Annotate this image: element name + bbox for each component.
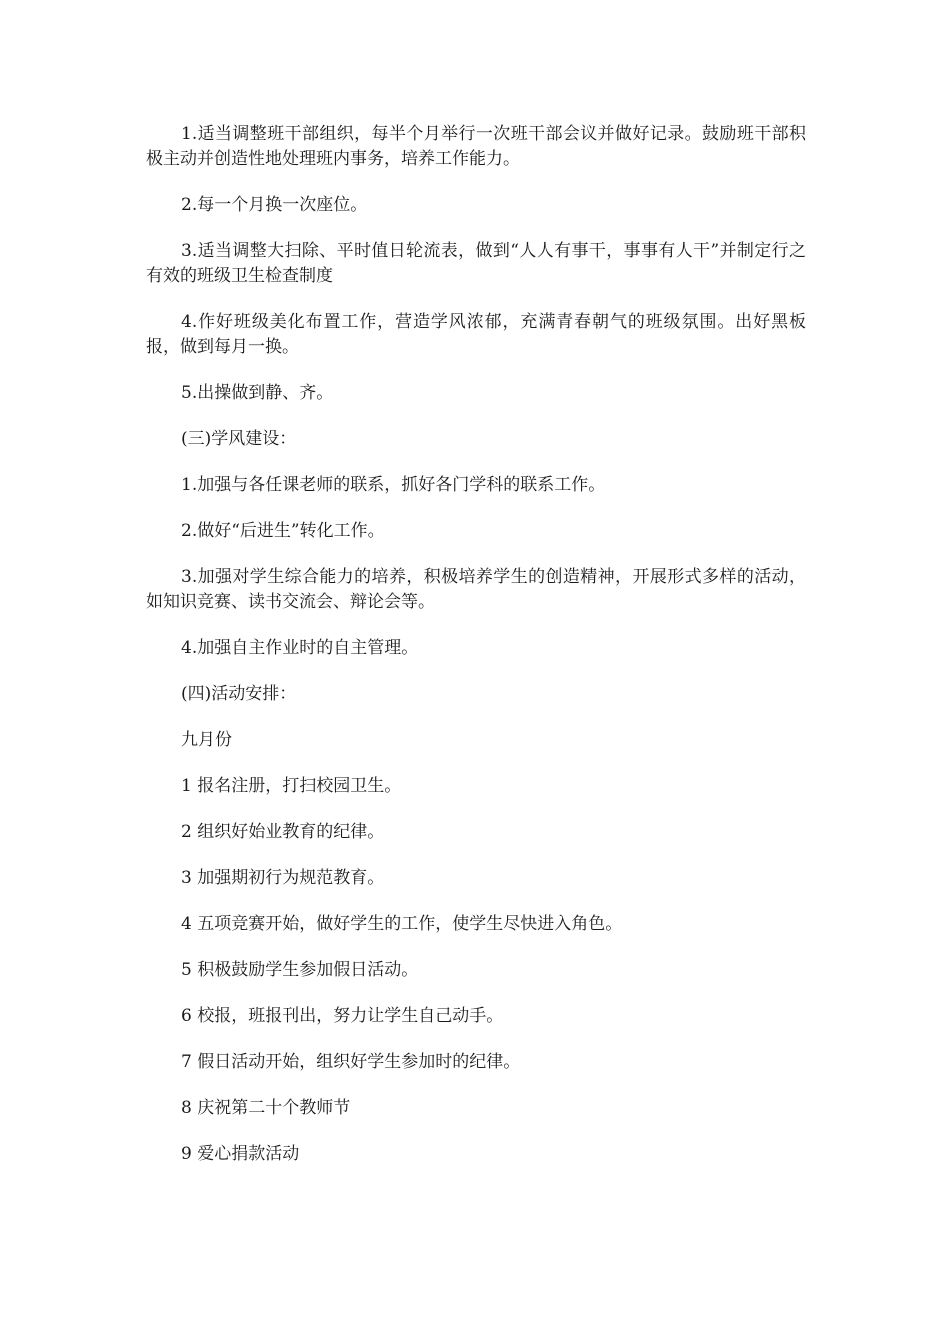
paragraph: 4.加强自主作业时的自主管理。: [181, 638, 419, 658]
list-item: 1 报名注册，打扫校园卫生。: [181, 776, 402, 796]
paragraph: 1.适当调整班干部组织，每半个月举行一次班干部会议并做好记录。鼓励班干部积极主动并创造性地处理班内事务，培养工作能力。: [146, 124, 806, 169]
paragraph: 4.作好班级美化布置工作，营造学风浓郁，充满青春朝气的班级氛围。出好黑板报，做到每月一换。: [146, 312, 806, 357]
paragraph: 3.加强对学生综合能力的培养，积极培养学生的创造精神，开展形式多样的活动，如知识竞赛、读书交流会、辩论会等。: [146, 567, 806, 612]
list-item: 6 校报，班报刊出，努力让学生自己动手。: [181, 1006, 504, 1026]
paragraph: 3.适当调整大扫除、平时值日轮流表，做到“人人有事干，事事有人干”并制定行之有效的班级卫生检查制度: [146, 241, 806, 286]
list-item: 8 庆祝第二十个教师节: [181, 1098, 351, 1118]
month-heading: 九月份: [181, 730, 232, 750]
section-heading: (三)学风建设：: [181, 429, 297, 449]
list-item: 9 爱心捐款活动: [181, 1144, 300, 1164]
section-heading: (四)活动安排：: [181, 684, 297, 704]
paragraph: 5.出操做到静、齐。: [181, 383, 334, 403]
paragraph: 2.做好“后进生”转化工作。: [181, 521, 385, 541]
paragraph: 1.加强与各任课老师的联系，抓好各门学科的联系工作。: [181, 475, 606, 495]
list-item: 7 假日活动开始，组织好学生参加时的纪律。: [181, 1052, 521, 1072]
list-item: 4 五项竞赛开始，做好学生的工作，使学生尽快进入角色。: [181, 914, 623, 934]
list-item: 3 加强期初行为规范教育。: [181, 868, 385, 888]
list-item: 5 积极鼓励学生参加假日活动。: [181, 960, 419, 980]
document-body: [146, 122, 806, 1188]
paragraph: 2.每一个月换一次座位。: [181, 195, 368, 215]
list-item: 2 组织好始业教育的纪律。: [181, 822, 385, 842]
